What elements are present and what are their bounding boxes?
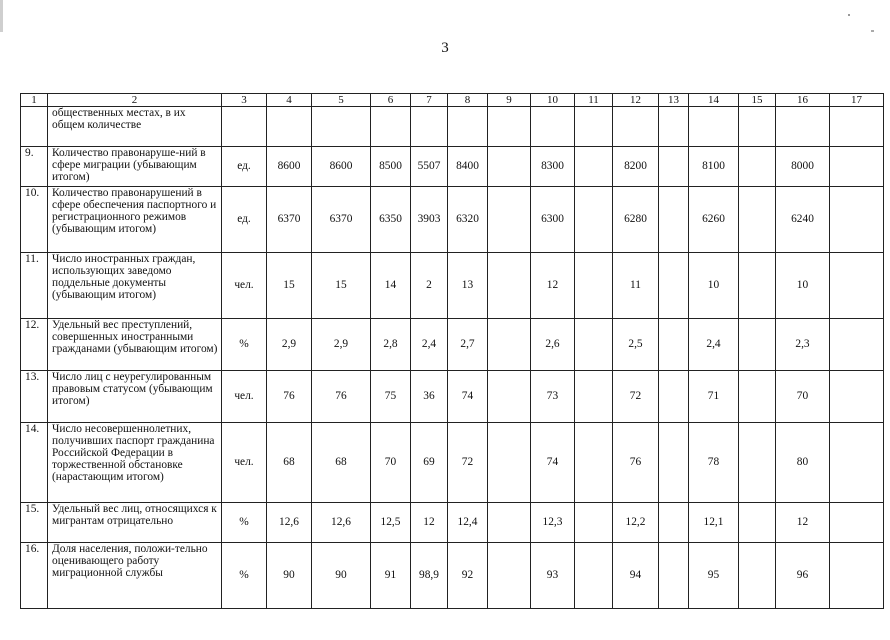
- value-cell: [739, 543, 776, 609]
- table-row: [21, 319, 884, 371]
- value-cell: 2,6: [531, 319, 575, 371]
- row-number: 12.: [21, 319, 48, 371]
- column-header: 7: [411, 94, 448, 107]
- unit-cell: ед.: [222, 187, 267, 253]
- value-cell: 8200: [613, 147, 659, 187]
- value-cell: 12: [776, 503, 830, 543]
- column-header: 8: [448, 94, 488, 107]
- indicator-name: Количество правонаруше-ний в сфере миграции (убывающим итогом): [48, 147, 222, 187]
- table-row: [21, 107, 884, 147]
- indicator-name: Число несовершеннолетних, получивших паспорт гражданина Российской Федерации в торжественной обстановке (нарастающим итогом): [48, 423, 222, 503]
- value-cell: 36: [411, 371, 448, 423]
- column-header: 3: [222, 94, 267, 107]
- empty-cell: [830, 187, 884, 253]
- value-cell: 8000: [776, 147, 830, 187]
- scan-speck: [871, 30, 874, 32]
- value-cell: [739, 187, 776, 253]
- value-cell: 2,4: [411, 319, 448, 371]
- header-row: [21, 94, 884, 107]
- unit-cell: %: [222, 319, 267, 371]
- value-cell: 2,4: [689, 319, 739, 371]
- value-cell: 71: [689, 371, 739, 423]
- indicator-name: Число иностранных граждан, использующих заведомо поддельные документы (убывающим итогом): [48, 253, 222, 319]
- value-cell: 6320: [448, 187, 488, 253]
- value-cell: [659, 107, 689, 147]
- row-number: 10.: [21, 187, 48, 253]
- value-cell: 74: [531, 423, 575, 503]
- row-number: 16.: [21, 543, 48, 609]
- column-header: 14: [689, 94, 739, 107]
- empty-cell: [830, 107, 884, 147]
- empty-cell: [830, 503, 884, 543]
- value-cell: 6300: [531, 187, 575, 253]
- unit-cell: [222, 107, 267, 147]
- row-number: 13.: [21, 371, 48, 423]
- value-cell: 12,1: [689, 503, 739, 543]
- value-cell: 2: [411, 253, 448, 319]
- empty-cell: [830, 543, 884, 609]
- value-cell: 14: [371, 253, 411, 319]
- value-cell: [659, 543, 689, 609]
- value-cell: [659, 423, 689, 503]
- value-cell: 5507: [411, 147, 448, 187]
- value-cell: [575, 319, 613, 371]
- value-cell: [613, 107, 659, 147]
- table-row: [21, 543, 884, 609]
- column-header: 2: [48, 94, 222, 107]
- column-header: 16: [776, 94, 830, 107]
- value-cell: 69: [411, 423, 448, 503]
- column-header: 4: [267, 94, 312, 107]
- value-cell: 94: [613, 543, 659, 609]
- unit-cell: чел.: [222, 253, 267, 319]
- value-cell: 92: [448, 543, 488, 609]
- indicator-name: Удельный вес преступлений, совершенных иностранными гражданами (убывающим итогом): [48, 319, 222, 371]
- column-header: 12: [613, 94, 659, 107]
- value-cell: 80: [776, 423, 830, 503]
- value-cell: [739, 147, 776, 187]
- value-cell: 12,4: [448, 503, 488, 543]
- value-cell: 70: [371, 423, 411, 503]
- value-cell: [739, 253, 776, 319]
- value-cell: 6280: [613, 187, 659, 253]
- value-cell: 2,9: [312, 319, 371, 371]
- value-cell: [575, 543, 613, 609]
- column-header: 6: [371, 94, 411, 107]
- value-cell: 90: [312, 543, 371, 609]
- row-number: 9.: [21, 147, 48, 187]
- value-cell: 11: [613, 253, 659, 319]
- value-cell: 8300: [531, 147, 575, 187]
- value-cell: [659, 319, 689, 371]
- value-cell: [488, 107, 531, 147]
- value-cell: 73: [531, 371, 575, 423]
- value-cell: [575, 503, 613, 543]
- value-cell: [488, 543, 531, 609]
- table-row: [21, 503, 884, 543]
- value-cell: [575, 107, 613, 147]
- value-cell: [776, 107, 830, 147]
- value-cell: [267, 107, 312, 147]
- column-header: 15: [739, 94, 776, 107]
- column-header: 5: [312, 94, 371, 107]
- value-cell: [531, 107, 575, 147]
- table-row: [21, 371, 884, 423]
- indicator-name: Количество правонарушений в сфере обеспечения паспортного и регистрационного режимов (убывающим итогом): [48, 187, 222, 253]
- value-cell: 2,9: [267, 319, 312, 371]
- column-header: 11: [575, 94, 613, 107]
- value-cell: 72: [448, 423, 488, 503]
- value-cell: 10: [689, 253, 739, 319]
- value-cell: 2,7: [448, 319, 488, 371]
- value-cell: 12: [531, 253, 575, 319]
- indicator-name: Число лиц с неурегулированным правовым статусом (убывающим итогом): [48, 371, 222, 423]
- row-number: 11.: [21, 253, 48, 319]
- row-number: [21, 107, 48, 147]
- column-header: 13: [659, 94, 689, 107]
- row-number: 15.: [21, 503, 48, 543]
- empty-cell: [830, 371, 884, 423]
- value-cell: [739, 371, 776, 423]
- value-cell: [659, 253, 689, 319]
- value-cell: [411, 107, 448, 147]
- value-cell: [488, 253, 531, 319]
- empty-cell: [830, 423, 884, 503]
- unit-cell: чел.: [222, 423, 267, 503]
- value-cell: [575, 187, 613, 253]
- value-cell: 8600: [267, 147, 312, 187]
- value-cell: 12,5: [371, 503, 411, 543]
- column-header: 17: [830, 94, 884, 107]
- empty-cell: [830, 147, 884, 187]
- value-cell: 8500: [371, 147, 411, 187]
- value-cell: 6370: [267, 187, 312, 253]
- value-cell: 98,9: [411, 543, 448, 609]
- value-cell: [448, 107, 488, 147]
- value-cell: [488, 503, 531, 543]
- value-cell: 12,6: [267, 503, 312, 543]
- value-cell: 74: [448, 371, 488, 423]
- empty-cell: [830, 319, 884, 371]
- empty-cell: [830, 253, 884, 319]
- value-cell: [739, 503, 776, 543]
- value-cell: 2,5: [613, 319, 659, 371]
- value-cell: 8100: [689, 147, 739, 187]
- value-cell: 10: [776, 253, 830, 319]
- value-cell: [488, 319, 531, 371]
- table-row: [21, 187, 884, 253]
- value-cell: 75: [371, 371, 411, 423]
- value-cell: [575, 253, 613, 319]
- value-cell: 12,2: [613, 503, 659, 543]
- value-cell: [575, 147, 613, 187]
- indicator-table: [20, 93, 884, 609]
- value-cell: 78: [689, 423, 739, 503]
- column-header: 1: [21, 94, 48, 107]
- value-cell: 76: [613, 423, 659, 503]
- value-cell: 2,8: [371, 319, 411, 371]
- value-cell: 12,3: [531, 503, 575, 543]
- value-cell: [739, 107, 776, 147]
- value-cell: [488, 371, 531, 423]
- scan-speck: [848, 14, 850, 16]
- value-cell: 6260: [689, 187, 739, 253]
- value-cell: [659, 503, 689, 543]
- value-cell: 68: [267, 423, 312, 503]
- value-cell: [739, 319, 776, 371]
- table-row: [21, 423, 884, 503]
- value-cell: 76: [267, 371, 312, 423]
- page-number: 3: [441, 40, 449, 56]
- value-cell: 2,3: [776, 319, 830, 371]
- value-cell: [659, 187, 689, 253]
- value-cell: [575, 423, 613, 503]
- table-row: [21, 147, 884, 187]
- value-cell: 96: [776, 543, 830, 609]
- value-cell: 12,6: [312, 503, 371, 543]
- value-cell: 93: [531, 543, 575, 609]
- row-number: 14.: [21, 423, 48, 503]
- value-cell: [312, 107, 371, 147]
- unit-cell: чел.: [222, 371, 267, 423]
- value-cell: [371, 107, 411, 147]
- column-header: 9: [488, 94, 531, 107]
- value-cell: [739, 423, 776, 503]
- value-cell: 68: [312, 423, 371, 503]
- indicator-name: Удельный вес лиц, относящихся к мигрантам отрицательно: [48, 503, 222, 543]
- value-cell: 6370: [312, 187, 371, 253]
- value-cell: 76: [312, 371, 371, 423]
- value-cell: 72: [613, 371, 659, 423]
- indicator-name: общественных местах, в их общем количестве: [48, 107, 222, 147]
- value-cell: 13: [448, 253, 488, 319]
- value-cell: 90: [267, 543, 312, 609]
- value-cell: 8600: [312, 147, 371, 187]
- table-row: [21, 253, 884, 319]
- value-cell: 6240: [776, 187, 830, 253]
- value-cell: [488, 187, 531, 253]
- scan-edge-mark: [0, 0, 3, 32]
- value-cell: 95: [689, 543, 739, 609]
- column-header: 10: [531, 94, 575, 107]
- unit-cell: ед.: [222, 147, 267, 187]
- value-cell: 6350: [371, 187, 411, 253]
- value-cell: [488, 423, 531, 503]
- value-cell: 15: [312, 253, 371, 319]
- value-cell: [488, 147, 531, 187]
- value-cell: [575, 371, 613, 423]
- indicator-name: Доля населения, положи-тельно оценивающего работу миграционной службы: [48, 543, 222, 609]
- value-cell: 70: [776, 371, 830, 423]
- value-cell: 91: [371, 543, 411, 609]
- value-cell: 15: [267, 253, 312, 319]
- value-cell: [689, 107, 739, 147]
- value-cell: 8400: [448, 147, 488, 187]
- unit-cell: %: [222, 503, 267, 543]
- value-cell: [659, 371, 689, 423]
- value-cell: [659, 147, 689, 187]
- value-cell: 3903: [411, 187, 448, 253]
- value-cell: 12: [411, 503, 448, 543]
- unit-cell: %: [222, 543, 267, 609]
